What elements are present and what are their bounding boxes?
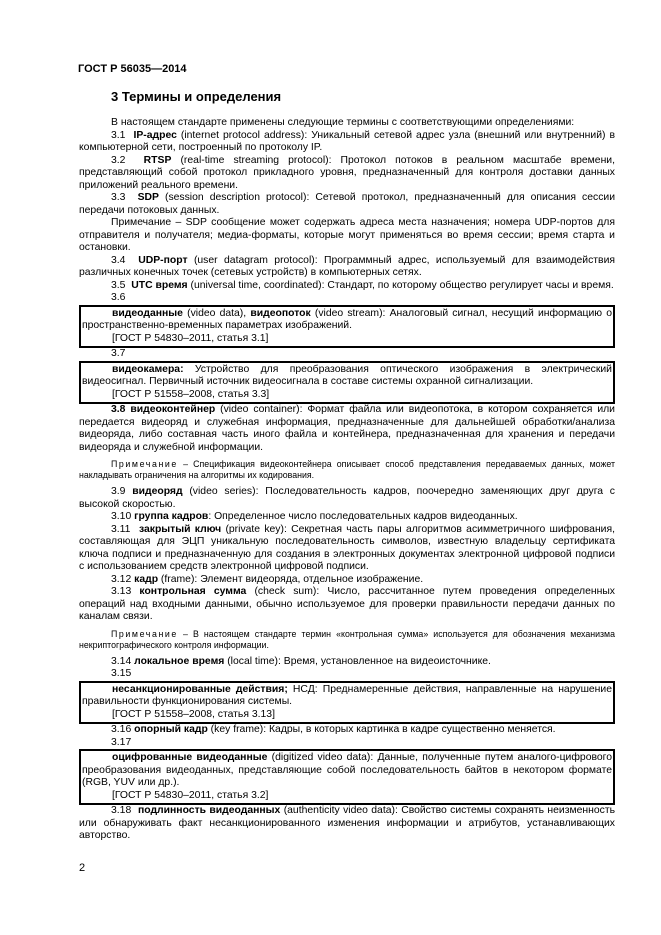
page-number: 2: [79, 862, 86, 874]
term-number-3-17: 3.17: [111, 736, 132, 748]
term-definition: (video stream): Аналоговый сигнал, несущий информацию о пространственно-временных параметрах изображений.: [82, 307, 613, 331]
term-definition-part: (video data),: [182, 307, 251, 319]
term-title: IP-адрес: [133, 129, 177, 141]
term-title: оцифрованные видеоданные: [112, 752, 268, 763]
term-number: 3.18: [111, 805, 132, 816]
term-3-1: [79, 130, 615, 155]
term-number: 3.16: [111, 724, 132, 735]
term-definition: Устройство для преобразования оптического изображения в электрический видеосигнал. Первичный источник видеосигнала в составе системы охранной сигнализации.: [82, 363, 612, 387]
term-number: 3.12: [111, 573, 132, 585]
term-definition: (session description protocol): Сетевой протокол, предназначенный для описания сессии передачи потоковых данных.: [79, 192, 616, 216]
term-3-3-note: Примечание – SDP сообщение может содержать адреса места назначения; номера UDP-портов для отправителя и получателя; медиа-форматы, которые могут применяться во время сессии; время старта и остановки.: [79, 217, 615, 253]
term-3-2: [79, 155, 615, 193]
term-title: видеоданные: [112, 307, 183, 319]
term-number: 3.9: [111, 486, 126, 497]
term-number: 3.5: [111, 279, 126, 291]
term-source-reference: [ГОСТ Р 54830–2011, статья 3.1]: [112, 332, 269, 344]
document-body: [79, 117, 615, 843]
note-label: Примечание: [111, 459, 178, 469]
term-title: группа кадров: [134, 511, 209, 522]
term-3-15: [82, 684, 612, 709]
note-text: – Спецификация видеоконтейнера описывает способ представления передаваемых данных, может накладывать ограничения на алгоритмы их кодирования.: [79, 459, 615, 480]
term-3-13-note: [79, 629, 615, 651]
term-title: кадр: [134, 573, 159, 585]
note-text: – В настоящем стандарте термин «контрольная сумма» используется для обозначения механизма некриптографического контроля информации.: [79, 628, 615, 650]
term-title: RTSP: [143, 154, 172, 166]
term-source-reference: [ГОСТ Р 51558–2008, статья 3.3]: [112, 388, 270, 400]
term-3-10: [79, 511, 615, 524]
term-title: видеокамера:: [112, 363, 184, 375]
term-definition: (digitized video data): Данные, полученные путем аналого-цифрового преобразования видеоданных, представляющие собой последовательность байтов в некотором формате (RGB, YUV или др.).: [82, 752, 612, 788]
document-code-header: ГОСТ Р 56035—2014: [78, 63, 187, 75]
term-source-reference: [ГОСТ Р 54830–2011, статья 3.2]: [112, 789, 269, 801]
term-definition: (video series): Последовательность кадров, поочередно заменяющих друг друга с высокой скоростью.: [79, 486, 616, 510]
term-title: локальное время: [134, 655, 225, 667]
term-definition: (universal time, coordinated): Стандарт, по которому общество регулирует часы и время.: [187, 279, 614, 291]
term-title: контрольная сумма: [139, 586, 247, 597]
term-definition: (authenticity video data): Свойство системы сохранять неизменность или обнаруживать факт несанкционированного изменения информации и атрибутов, устанавливающих авторство.: [79, 805, 616, 841]
term-definition: НСД: Преднамеренные действия, направленные на нарушение правильности функционирования системы.: [82, 683, 613, 707]
note-label: Примечание: [111, 628, 178, 639]
quoted-term-box-3-15: [79, 681, 615, 725]
term-definition: (key frame): Кадры, в которых картинка в кадре существенно меняется.: [207, 724, 556, 735]
term-definition: (frame): Элемент видеоряда, отдельное изображение.: [158, 573, 424, 585]
term-title: 3.8 видеоконтейнер: [111, 404, 216, 415]
term-3-8-note: [79, 459, 615, 481]
term-number: 3.11: [111, 523, 131, 535]
intro-paragraph: В настоящем стандарте применены следующие термины с соответствующими определениями:: [111, 117, 575, 128]
term-title: несанкционированные действия;: [112, 683, 288, 695]
section-title: 3 Термины и определения: [111, 89, 282, 104]
term-3-5: [79, 280, 615, 293]
term-3-6: [82, 308, 612, 333]
term-number: 3.10: [111, 511, 132, 522]
term-definition: (video container): Формат файла или видеопотока, в котором сохраняется или передается видеоряд и служебная информация, предназначенные для дальнейшей обработки/анализа видеоряда, либо составная часть иного файла и контейнера, предназначенная для хранения и передачи видеоряда и служебной информации.: [79, 404, 615, 453]
term-number-3-7: 3.7: [111, 348, 126, 359]
term-definition: (real-time streaming protocol): Протокол потоков в реальном масштабе времени, представляющий собой протокол прикладного уровня, предназначенный для контроля доставки данных приложений реального времени.: [79, 154, 615, 191]
term-3-8: [79, 404, 615, 454]
term-title: UDP-порт: [138, 254, 188, 266]
term-definition: : Определенное число последовательных кадров видеоданных.: [208, 511, 518, 522]
term-definition: (private key): Секретная часть пары алгоритмов асимметричного шифрования, составляющая для ЭЦП уникальную последовательность символов, известную владельцу сертификата ключа подписи и предназначенную для создания в электронных документах электронной цифровой подписи с использованием средств электронной цифровой подписи.: [79, 523, 615, 572]
term-title: UTC время: [131, 279, 188, 291]
term-3-4: [79, 255, 615, 280]
term-title: опорный кадр: [134, 724, 208, 735]
term-3-18: [79, 805, 615, 843]
term-title: видеоряд: [132, 486, 183, 497]
term-number: 3.1: [111, 129, 126, 141]
term-source-reference: [ГОСТ Р 51558–2008, статья 3.13]: [112, 708, 275, 720]
term-number: 3.2: [111, 154, 126, 166]
term-definition: (internet protocol address): Уникальный сетевой адрес узла (внешний или внутренний) в компьютерной сети, построенный по протоколу IP.: [79, 129, 615, 153]
quoted-term-box-3-6: [79, 305, 615, 349]
term-title-2: видеопоток: [250, 307, 311, 319]
term-3-13: [79, 586, 615, 624]
term-3-14: [79, 656, 615, 669]
term-3-9: [79, 486, 615, 511]
term-definition: (user datagram protocol): Программный адрес, используемый для взаимодействия различных конечных точек (сетевых устройств) в компьютерных сетях.: [79, 254, 616, 278]
term-3-3: [79, 192, 615, 217]
term-3-12: [79, 574, 615, 587]
term-number: 3.4: [111, 254, 126, 266]
term-title: SDP: [137, 192, 159, 203]
term-number: 3.14: [111, 655, 132, 667]
term-definition: (local time): Время, установленное на видеоисточнике.: [224, 655, 491, 667]
quoted-term-box-3-7: [79, 361, 615, 405]
term-number-3-15: 3.15: [111, 668, 132, 679]
term-3-16: [79, 724, 615, 737]
term-title: закрытый ключ: [138, 523, 222, 535]
quoted-term-box-3-17: [79, 749, 615, 805]
term-definition: (check sum): Число, рассчитанное путем проведения определенных операций над входными данными, обычно используемое для проверки правильности передачи данных по каналам связи.: [79, 586, 616, 622]
term-3-17: [82, 752, 612, 790]
term-3-11: [79, 524, 615, 574]
term-title: подлинность видеоданных: [137, 805, 281, 816]
term-number-3-6: 3.6: [111, 292, 126, 303]
term-number: 3.3: [111, 192, 126, 203]
term-number: 3.13: [111, 586, 132, 597]
term-3-7: [82, 364, 612, 389]
